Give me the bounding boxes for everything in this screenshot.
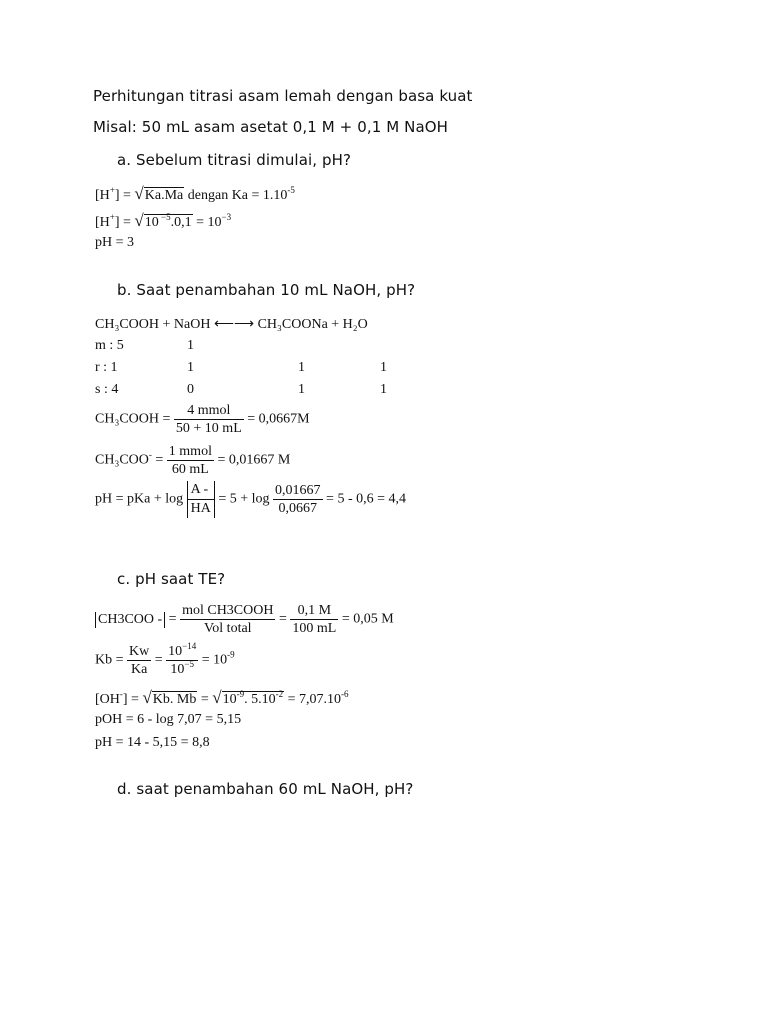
formula-h-ion-calculation: [H+] = √10 $^{-5}.0,1 = 10^{-3}$ — [95, 211, 232, 230]
formula-result: = 0,0667M — [243, 411, 310, 427]
table-cell: m : 5 — [95, 338, 124, 353]
result-exponent: −3 — [221, 212, 232, 222]
numerator: 1 mmol — [168, 444, 212, 459]
heading-section-b: b. Saat penambahan 10 mL NaOH, pH? — [117, 281, 416, 299]
numerator: 4 mmol — [174, 402, 244, 420]
result-exponent: -9 — [227, 649, 235, 660]
formula-result: = 10 — [192, 215, 222, 230]
formula-rest: dengan Ka = 1.10 — [184, 188, 288, 203]
fraction — [273, 482, 323, 517]
sqrt-argument: Ka.Ma — [144, 188, 184, 203]
denominator: 50 + 10 mL — [175, 421, 242, 436]
formula-lhs: pH = pKa + log — [95, 491, 184, 507]
sqrt-argument: Kb. Mb — [152, 692, 197, 707]
formula-result: = 7,07.10 — [284, 692, 342, 707]
sqrt-rest: . 5.10 — [244, 692, 276, 707]
denominator: 60 mL — [171, 462, 209, 477]
fraction — [290, 602, 338, 637]
formula-result: = 10 — [198, 652, 228, 668]
denominator: Ka — [130, 662, 148, 677]
formula-hydroxide: [OH-] = √Kb. $Mb = √10^{-9}$. $5.10^{-2} = 7,07.10^{-6}$ — [95, 688, 349, 707]
bracket-fraction — [187, 481, 215, 518]
exponent: -5 — [287, 185, 295, 195]
heading-section-c: c. pH saat TE? — [117, 570, 226, 588]
fraction — [166, 643, 198, 678]
formula-acid-concentration — [95, 402, 310, 437]
formula-ph-result: pH = 3 — [95, 235, 135, 250]
formula-lhs: Kb = — [95, 652, 124, 668]
reaction-equation: CH₃COOH + NaOH ⟵⟶ CH₃COONa + H₂O — [95, 317, 368, 332]
sqrt-rest: .0,1 — [170, 215, 192, 230]
formula-lhs: CH₃COOH = — [95, 411, 171, 427]
sqrt-base: 10 — [222, 692, 237, 707]
formula-acetate-concentration: CH3COO - = $\frac{\text{mol CH3COOH}}{\text{Vol total}}$ = $\frac{0,1 M}{100 mL}$ = 0,05 M — [95, 602, 394, 637]
formula-lhs: CH₃COO — [95, 452, 149, 468]
example-statement: Misal: 50 mL asam asetat 0,1 M + 0,1 M NaOH — [93, 118, 449, 136]
numerator-exponent: −14 — [182, 641, 197, 651]
table-cell: 1 — [187, 338, 194, 353]
denominator: HA — [187, 500, 215, 518]
sqrt-exponent: −5 — [158, 212, 171, 222]
equals-sign: = — [151, 452, 164, 468]
page-title: Perhitungan titrasi asam lemah dengan basa kuat — [93, 87, 473, 105]
bracket-term: CH3COO - — [95, 612, 165, 628]
formula-result: = 5 - 0,6 = 4,4 — [322, 491, 406, 507]
heading-section-d: d. saat penambahan 60 mL NaOH, pH? — [117, 780, 414, 798]
table-cell: r : 1 — [95, 360, 118, 375]
table-cell: 1 — [298, 382, 305, 397]
numerator-base: 10 — [168, 644, 183, 659]
charge-sup: - — [148, 449, 152, 460]
table-cell: 1 — [187, 360, 194, 375]
numerator: 0,01667 — [275, 483, 321, 498]
formula-henderson-hasselbalch — [95, 481, 406, 518]
formula-lhs: [OH — [95, 692, 120, 707]
fraction — [167, 443, 214, 478]
table-cell: 1 — [380, 382, 387, 397]
formula-lhs: [H — [95, 188, 110, 203]
table-cell: s : 4 — [95, 382, 119, 397]
formula-result: = 0,05 M — [338, 611, 394, 627]
fraction — [180, 602, 275, 637]
numerator: mol CH3COOH — [182, 603, 274, 618]
denominator: 0,0667 — [278, 501, 318, 516]
table-cell: 1 — [380, 360, 387, 375]
denominator — [166, 661, 198, 678]
formula-poh: pOH = 6 - log 7,07 = 5,15 — [95, 712, 242, 727]
table-cell: 1 — [298, 360, 305, 375]
sqrt-exponent: -2 — [275, 689, 284, 699]
formula-mid: = 5 + log — [214, 491, 270, 507]
sqrt-argument — [222, 691, 285, 707]
denominator-base: 10 — [170, 662, 185, 677]
formula-h-ion-definition: [H+] = √Ka.Ma dengan $Ka = 1.10^{-5}$ — [95, 184, 295, 203]
fraction — [174, 402, 244, 437]
denominator-exponent: −5 — [184, 659, 194, 669]
formula-kb: Kb = $\frac{Kw}{Ka}$ = $\frac{10^{-14}}{10^{-5}}$ = $10^{-9}$ — [95, 641, 235, 677]
numerator: A - — [187, 481, 215, 500]
denominator: 100 mL — [292, 621, 337, 636]
formula-salt-concentration — [95, 443, 290, 478]
numerator: Kw — [129, 644, 150, 659]
table-cell: 0 — [187, 382, 194, 397]
formula-lhs: [H — [95, 215, 110, 230]
sqrt-base: 10 — [144, 215, 159, 230]
result-exponent: -6 — [341, 689, 349, 699]
formula-result: = 0,01667 M — [213, 452, 291, 468]
sqrt-exponent: -9 — [236, 689, 245, 699]
numerator: 0,1 M — [290, 602, 338, 620]
denominator: Vol total — [203, 621, 252, 636]
formula-ph-te: pH = 14 - 5,15 = 8,8 — [95, 735, 210, 750]
heading-section-a: a. Sebelum titrasi dimulai, pH? — [117, 151, 352, 169]
fraction — [127, 643, 151, 678]
charge-sup: - — [119, 689, 123, 699]
